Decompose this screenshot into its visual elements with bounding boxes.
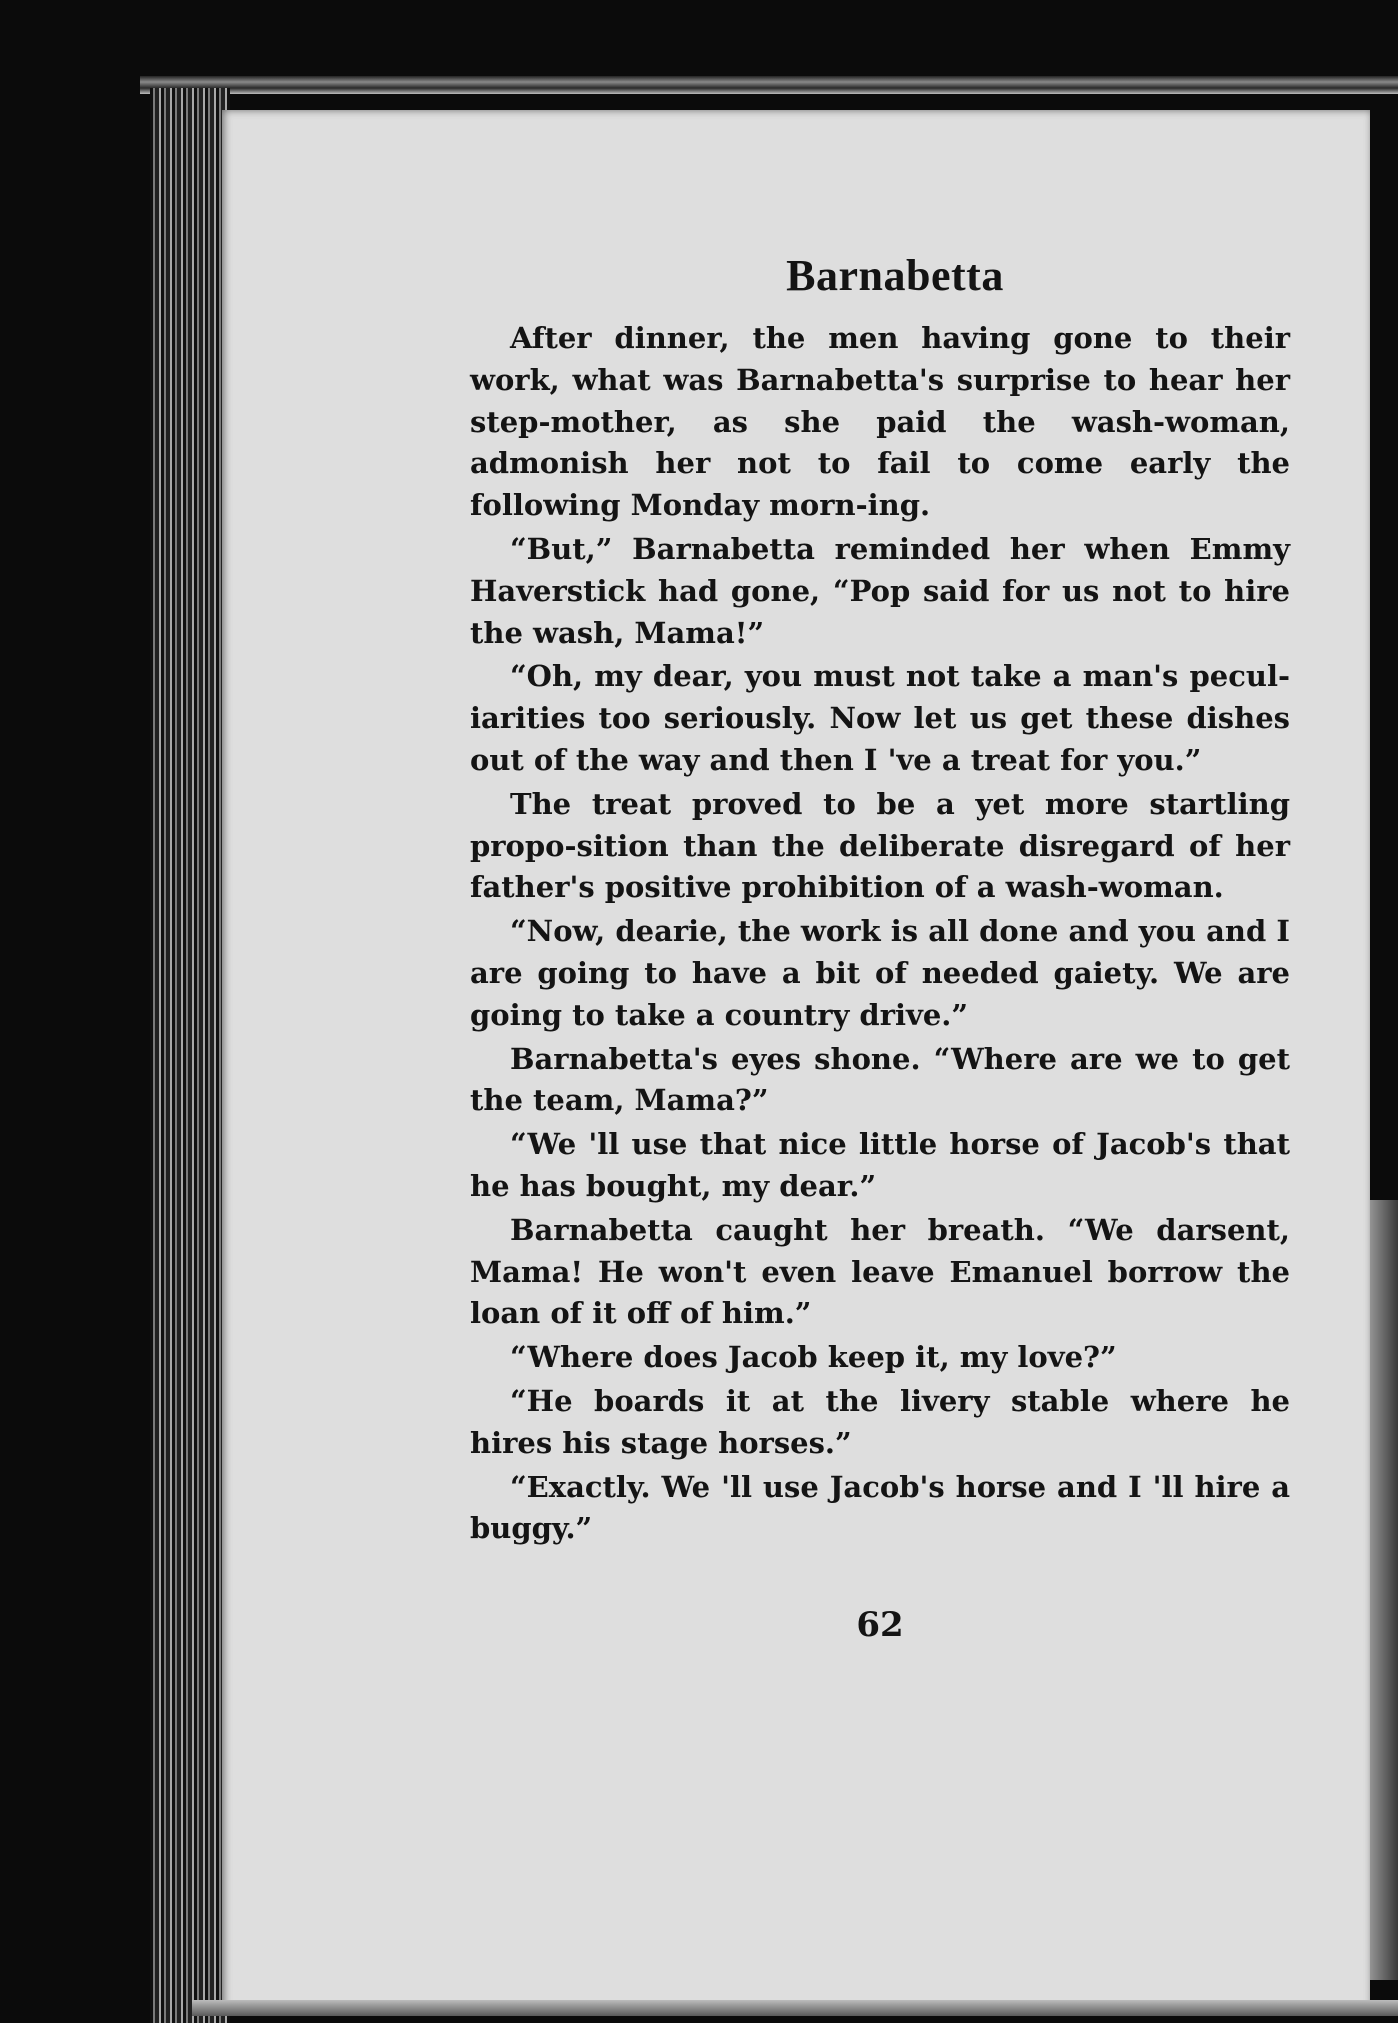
paragraph: After dinner, the men having gone to their work, what was Barnabetta's surprise to hear her step-mother, as she paid the wash-woman, admonish her not to fail to come early the following Monday morn-ing. [470, 321, 1290, 523]
paragraph: “Exactly. We 'll use Jacob's horse and I 'll hire a buggy.” [470, 1469, 1290, 1546]
paragraph: Barnabetta's eyes shone. “Where are we to get the team, Mama?” [470, 1041, 1290, 1118]
paragraph: “Oh, my dear, you must not take a man's pecul-iarities too seriously. Now let us get these dishes out of the way and then I 've a treat for you.” [470, 659, 1290, 777]
paragraph: “We 'll use that nice little horse of Jacob's that he has bought, my dear.” [470, 1127, 1290, 1203]
paragraph: “But,” Barnabetta reminded her when Emmy Haverstick had gone, “Pop said for us not to hire the wash, Mama!” [470, 531, 1290, 650]
book-page-stack-top [140, 76, 1398, 94]
paragraph: “Now, dearie, the work is all done and you and I are going to have a bit of needed gaiety. We are going to take a country drive.” [470, 914, 1290, 1032]
book-page-bottom-edge [192, 2000, 1398, 2016]
paragraph: The treat proved to be a yet more startling propo-sition than the deliberate disregard of her father's positive prohibition of a wash-woman. [470, 786, 1290, 905]
paragraph: “Where does Jacob keep it, my love?” [510, 1340, 1117, 1375]
paragraph: Barnabetta caught her breath. “We darsent, Mama! He won't even leave Emanuel borrow the loan of it off of him.” [470, 1212, 1290, 1331]
book-page-stack-left [150, 88, 230, 2023]
page-body-text [470, 318, 1290, 1552]
page-number: 62 [856, 1605, 904, 1645]
running-header-title: Barnabetta [786, 251, 1004, 300]
paragraph: “He boards it at the livery stable where he hires his stage horses.” [470, 1383, 1290, 1460]
